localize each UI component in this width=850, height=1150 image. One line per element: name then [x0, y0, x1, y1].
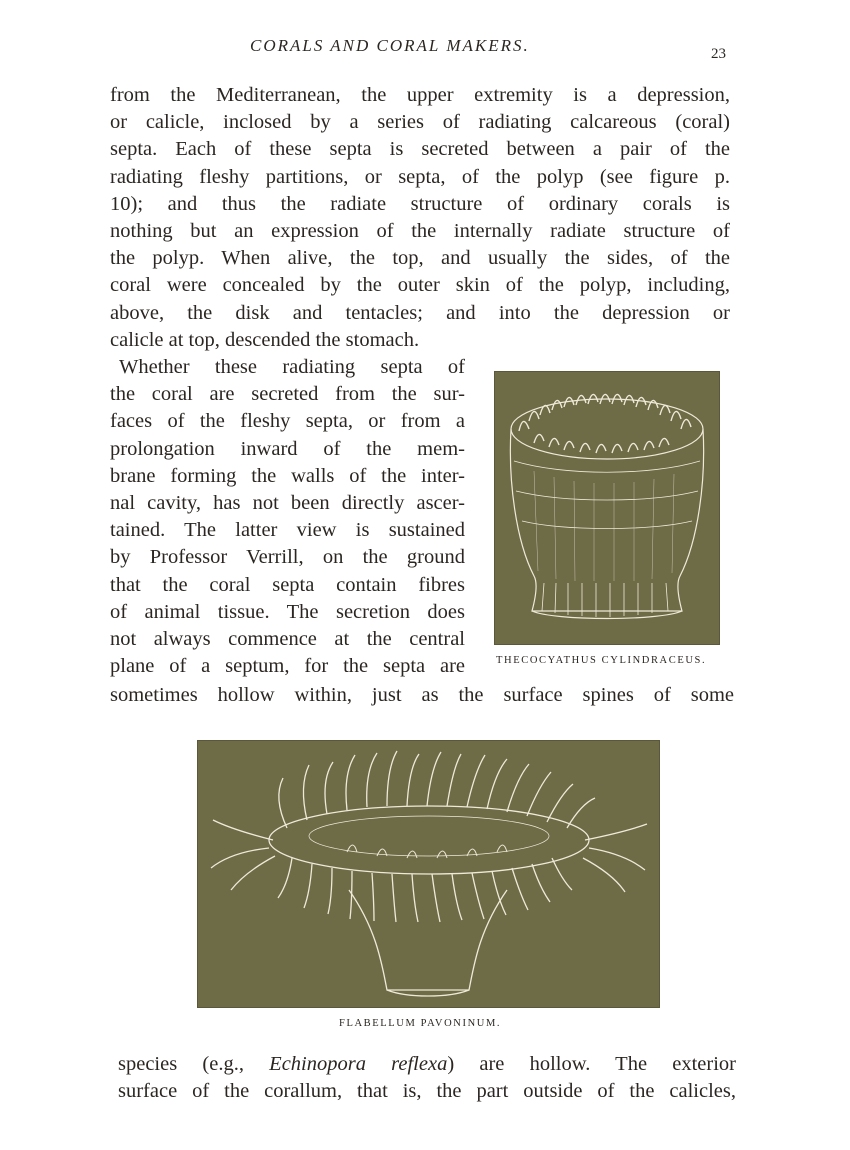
- text-line: or calicle, inclosed by a series of radiating calcareous (coral): [110, 111, 730, 134]
- text-line: surface of the corallum, that is, the part outside of the calicles,: [118, 1080, 736, 1103]
- text-line: Whether these radiating septa of: [119, 356, 465, 378]
- text-span: ) are hollow. The exterior: [447, 1053, 737, 1075]
- text-line: [118, 1051, 736, 1078]
- text-line: 10); and thus the radiate structure of ordinary corals is: [110, 192, 730, 215]
- text-line-last: calicle at top, descended the stomach.: [110, 328, 420, 351]
- flabellum-engraving: [197, 740, 660, 1008]
- text-line: brane forming the walls of the inter-: [110, 464, 465, 487]
- text-line: by Professor Verrill, on the ground: [110, 546, 465, 569]
- text-line: nal cavity, has not been directly ascer-: [110, 492, 465, 515]
- text-line: the coral are secreted from the sur-: [110, 383, 465, 406]
- species-name: Echinopora reflexa: [269, 1053, 448, 1075]
- text-line: coral were concealed by the outer skin of the polyp, including,: [110, 274, 730, 297]
- paragraph-4: [118, 1051, 736, 1105]
- text-line: not always commence at the central: [110, 628, 465, 651]
- figure-caption-flabellum: FLABELLUM PAVONINUM.: [339, 1018, 502, 1029]
- text-line: radiating fleshy partitions, or septa, of the polyp (see figure p.: [110, 165, 730, 188]
- figure-thecocyathus: [494, 371, 720, 645]
- text-line: from the Mediterranean, the upper extremity is a depression,: [110, 84, 730, 106]
- figure-flabellum: [197, 740, 660, 1008]
- paragraph-2: [110, 354, 465, 680]
- text-line: above, the disk and tentacles; and into the depression or: [110, 301, 730, 324]
- running-title: CORALS AND CORAL MAKERS.: [250, 36, 530, 55]
- text-line: that the coral septa contain fibres: [110, 573, 465, 596]
- thecocyathus-engraving: [494, 371, 720, 645]
- text-line: the polyp. When alive, the top, and usually the sides, of the: [110, 247, 730, 270]
- text-span: species (e.g.,: [118, 1053, 270, 1075]
- figure-caption-thecocyathus: THECOCYATHUS CYLINDRACEUS.: [496, 655, 707, 666]
- text-line: nothing but an expression of the internally radiate structure of: [110, 220, 730, 243]
- text-line: of animal tissue. The secretion does: [110, 600, 465, 623]
- text-line: faces of the fleshy septa, or from a: [110, 410, 465, 433]
- page-header: [110, 36, 730, 60]
- text-line: plane of a septum, for the septa are: [110, 655, 465, 678]
- paragraph-3: [110, 682, 734, 709]
- paragraph-1: [110, 82, 730, 354]
- text-line: septa. Each of these septa is secreted between a pair of the: [110, 138, 730, 161]
- text-line: prolongation inward of the mem-: [110, 437, 465, 460]
- text-line: tained. The latter view is sustained: [110, 519, 465, 542]
- page-number: 23: [711, 46, 726, 62]
- text-line: sometimes hollow within, just as the surface spines of some: [110, 684, 734, 706]
